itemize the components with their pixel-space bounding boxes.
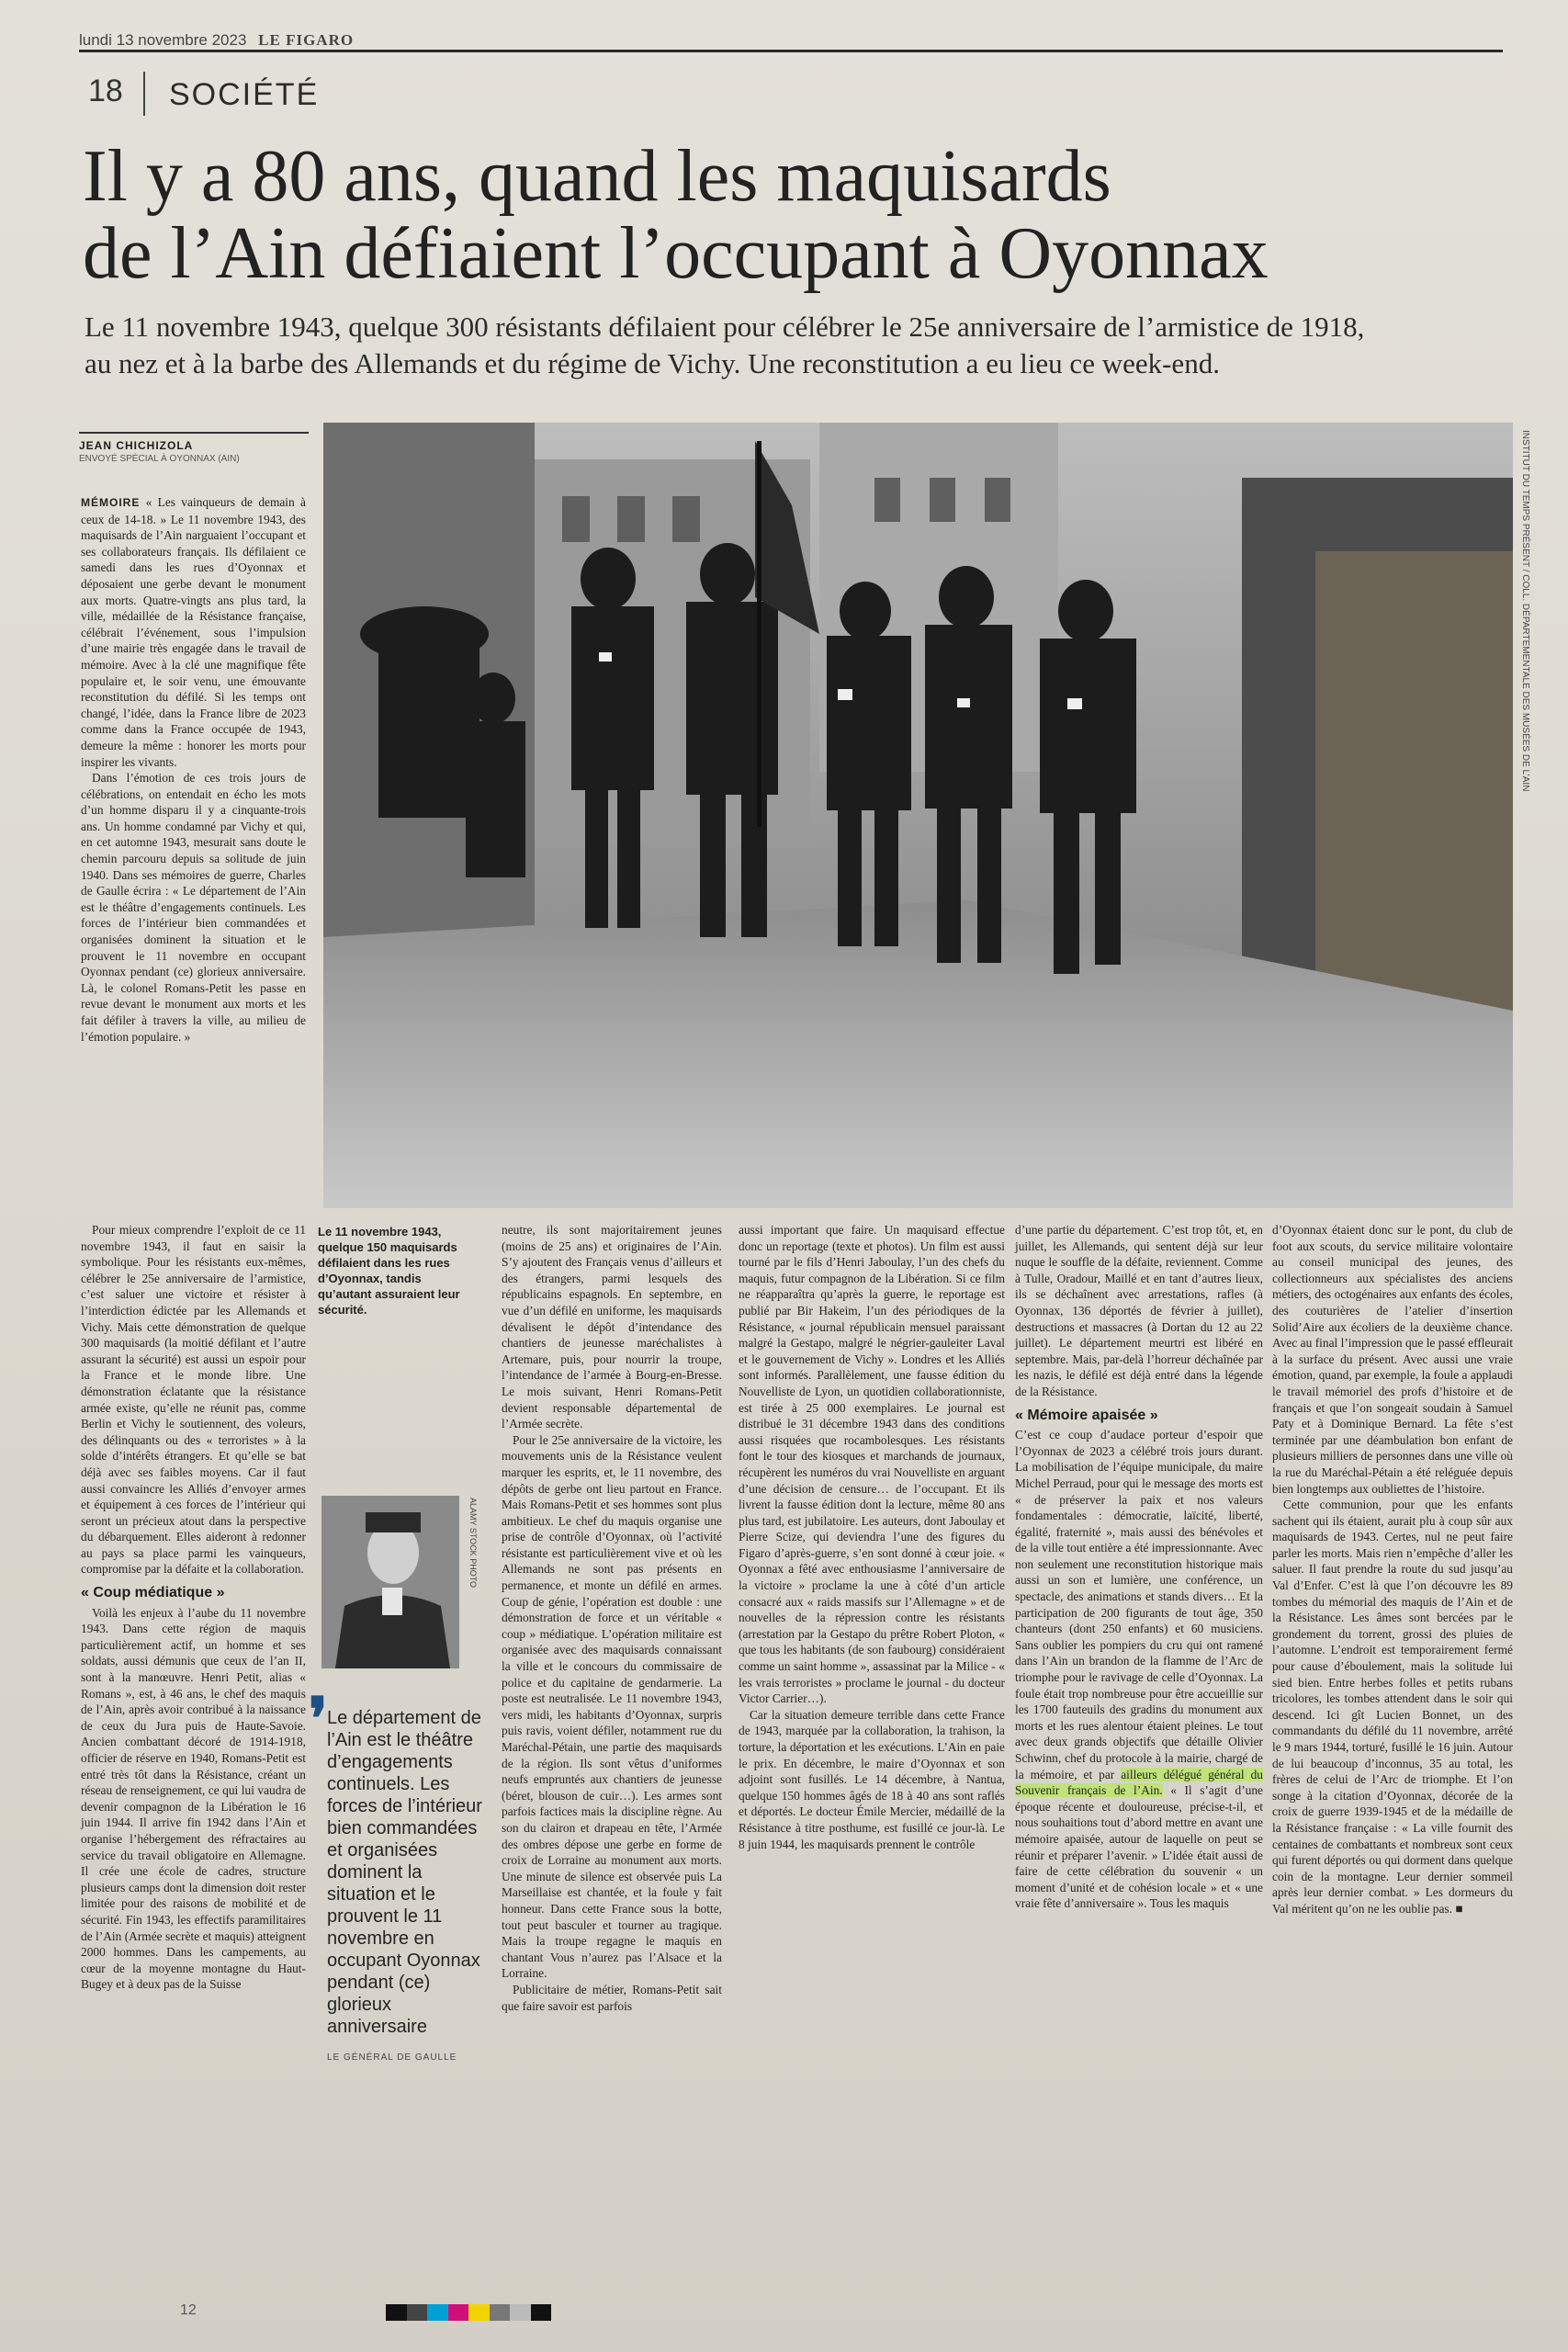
paper-name: LE FIGARO [258,31,355,49]
pull-quote-attribution: LE GÉNÉRAL DE GAULLE [327,2052,457,2063]
article-column-5 [1272,1222,1513,1917]
top-rule [79,50,1503,52]
page-number: 18 [88,74,123,108]
section-divider [143,72,145,116]
article-column-1-continued [81,1222,306,1993]
article-column-4 [1015,1222,1263,1912]
article-column-3 [739,1222,1005,1852]
highlighted-text: ailleurs délégué général du Souvenir français de l’Ain. [1015,1767,1263,1798]
folio: 12 [180,2302,197,2318]
standfirst-line-2: au nez et à la barbe des Allemands et du régime de Vichy. Une reconstitution a eu lieu ce week-end. [85,347,1220,379]
main-photo [323,423,1513,1208]
article-column-1 [81,494,306,1045]
article-column-2 [502,1222,722,2014]
paragraph: d’Oyonnax étaient donc sur le pont, du club de foot aux scouts, du service militaire volontaire au conseil municipal des jeunes, des collectionneurs aux spécialistes des anciens métiers, des octogénaires aux enfants des écoles, des couturières de l’atelier d’insertion Solid’Aire aux écoliers de la deuxième chance. Avec au final l’impression que le passé effleurait à la surface du présent. Avec aussi une vraie émotion, quand, par exemple, la foule a applaudi le travail mémoriel des profs d’histoire et de français et que l’on songeait soudain à Samuel Paty et à Dominique Bernard. La fête s’est terminée par une déambulation bon enfant de plusieurs milliers de personnes dans une ville où la rue du Maréchal-Pétain a été reléguée depuis bien longtemps aux oubliettes de l’histoire. [1272,1223,1513,1496]
paragraph-text: « Il s’agit d’une époque récente et douloureuse, précise-t-il, et nous souhaitions tout d’abord mettre en avant une mémoire apaisée, autour de laquelle on peut se réunir et préparer l’avenir. » L’idée était aussi de faire de cette célébration du souvenir « un moment d’unité et de cohésion locale » et « une vraie fête d’anniversaire ». Tous les maquis [1015,1783,1263,1911]
section-label: SOCIÉTÉ [169,77,320,112]
masthead [79,31,354,50]
paragraph: Pour le 25e anniversaire de la victoire, les mouvements unis de la Résistance veulent marquer les esprits, et, le 11 novembre, des dépôts de gerbe ont lieu partout en France. Mais Romans-Petit et ses hommes sont plus ambitieux. Le chef du maquis organise une prise de contrôle d’Oyonnax, où l’activité résistante est particulièrement vive et où les Allemands ne sont pas présents en permanence, et monte un défilé en armes. Coup de génie, l’opération est double : une démonstration de force et un véritable « coup » médiatique. L’opération militaire est organisée avec des maquisards connaissant la ville et le concours du commissaire de police et du capitaine de gendarmerie. La poste est neutralisée. Le 11 novembre 1943, vers midi, les habitants d’Oyonnax, surpris puis ravis, voient défiler, notamment rue du Maréchal-Pétain, une partie des maquisards de la région. Ils sont vêtus d’uniformes neufs empruntés aux chantiers de jeunesse (béret, blouson de cuir…). Les armes sont parfois factices mais la discipline règne. Au son du clairon et drapeau en tête, l’Armée des ombres dépose une gerbe en forme de croix de Lorraine au monument aux morts. Une minute de silence est observée puis La Marseillaise est chantée, et la foule y fait honneur. Dans cette France sous la botte, tout peut basculer et tourner au tragique. Mais la troupe regagne le maquis en chantant Vous n’aurez pas l’Alsace et la Lorraine. [502,1432,722,1981]
byline [79,432,309,464]
photo-caption: Le 11 novembre 1943, quelque 150 maquisards défilaient dans les rues d’Oyonnax, tandis qu’autant assuraient leur sécurité. [318,1225,460,1317]
standfirst-line-1: Le 11 novembre 1943, quelque 300 résistants défilaient pour célébrer le 25e anniversaire de l’armistice de 1918, [85,311,1365,343]
paragraph-text: « Les vainqueurs de demain à ceux de 14-18. » Le 11 novembre 1943, des maquisards de l’Ain narguaient l’occupant et ses collaborateurs français. Ils défilaient ce samedi dans les rues d’Oyonnax et déposaient une gerbe devant le monument aux morts. Quatre-vingts ans plus tard, la ville, médaillée de la Résistance française, célébrait l’événement, sous l’impulsion d’une mairie très engagée dans le travail de mémoire. Avec à la clé une magnifique fête populaire et, le soir venu, une émouvante reconstitution du défilé. Si les temps ont changé, l’idée, dans la France libre de 2023 comme dans la France occupée de 1943, demeure la même : honorer les morts pour inspirer les vivants. [81,495,306,769]
paragraph: aussi important que faire. Un maquisard effectue donc un reportage (texte et photos). Un film est aussi tourné par le fils d’Henri Jaboulay, l’un des chefs du maquis, futur compagnon de la Libération. Si ce film ne réapparaîtra qu’après la guerre, le reportage est publié par Bir Hakeim, l’un des périodiques de la Résistance, « journal républicain mensuel paraissant malgré la Gestapo, malgré le négrier-gauleiter Laval et le gouvernement de Vichy ». Londres et les Alliés sont informés. Parallèlement, une fausse édition du Nouvelliste de Lyon, un quotidien collaborationniste, est tirée à 25 000 exemplaires. Le journal est distribué le 31 décembre 1943 dans des conditions aussi risquées que rocambolesques. Les résistants font le tour des kiosques et marchands de journaux, récupèrent les numéros du vrai Nouvelliste en arguant d’une décision de censure… de l’occupant. Et ils livrent la fausse édition dont la lecture, même 80 ans plus tard, est jubilatoire. Les auteurs, dont Jaboulay et Pierre Scize, qui deviendra l’une des figures du Figaro d’après-guerre, s’en sont donné à cœur joie. « Oyonnax a fêté avec enthousiasme l’anniversaire de la victoire » proclame la une à côté d’un article consacré aux « raids massifs sur l’Allemagne » et de nouvelles de la répression contre les résistants (arrestation par la Gestapo du prêtre Robert Ploton, « que tous les habitants (de son faubourg) considéraient comme un saint homme », assassinat par la Milice - « les vrais terroristes » proclame le journal - du docteur Victor Carrier…). [739,1223,1005,1706]
paragraph: Pour mieux comprendre l’exploit de ce 11 novembre 1943, il faut en saisir la symbolique. Pour les résistants eux-mêmes, célébrer le 25e anniversaire de l’armistice, c’est saluer une victoire et résister à l’interdiction édictée par les Allemands et Vichy. Mais cette démonstration de quelque 300 maquisards (la moitié défilant et l’autre assurant la sécurité) est aussi un espoir pour la France et le monde libre. Une démonstration éclatante que la résistance armée existe, qu’elle ne réunit pas, comme Berlin et Vichy le soutiennent, des voleurs, des délinquants ou des « terroristes » à la solde d’intérêts étrangers. Et qu’elle se bat déjà avec ses faibles moyens. Car il faut aussi convaincre les Alliés d’envoyer armes et équipement à ces forces de l’intérieur qui seront un précieux atout dans la perspective du débarquement. Elles aideront à redonner au pays sa place parmi les vainqueurs, compromise par la défaite et la collaboration. [81,1223,306,1577]
subheading: « Mémoire apaisée » [1015,1407,1158,1423]
print-color-bar [386,2304,551,2321]
paragraph: d’une partie du département. C’est trop tôt, et, en juillet, les Allemands, qui sentent déjà sur leur nuque le souffle de la défaite, reviennent. Comme à Tulle, Oradour, Maillé et en tant d’autres lieux, ils se déchaînent avec arrestations, rafles (à Oyonnax, 136 déportés de février à juillet), destructions et massacres (à Dortan du 12 au 22 juillet). Le département meurtri est libéré en septembre. Mais, par-delà l’horreur déchaînée par les nazis, le défilé est déjà entré dans la légende de la Résistance. [1015,1223,1263,1398]
paragraph: Car la situation demeure terrible dans cette France de 1943, marquée par la collaboration, la trahison, la torture, la déportation et les exécutions. L’Ain en paie le prix. En décembre, le maire d’Oyonnax et son adjoint sont fusillés. Le 14 décembre, à Nantua, quelque 150 hommes âgés de 18 à 40 ans sont raflés et déportés. Le docteur Émile Mercier, médaillé de la Résistance à titre posthume, est fusillé ce jour-là. Le 8 juin 1944, les maquisards prennent le contrôle [739,1707,1005,1851]
author-name: JEAN CHICHIZOLA [79,439,194,452]
de-gaulle-portrait [321,1496,459,1668]
headline [83,138,1516,292]
portrait-credit: ALAMY STOCK PHOTO [468,1498,478,1589]
standfirst [85,309,1499,382]
headline-line-2: de l’Ain défiaient l’occupant à Oyonnax [83,213,1269,294]
photo-credit: INSTITUT DU TEMPS PRÉSENT / COLL. DÉPARTEMENTALE DES MUSÉES DE L’AIN [1520,430,1530,792]
paragraph: Dans l’émotion de ces trois jours de célébrations, on entendait en écho les mots d’un homme disparu il y a cinquante-trois ans. Un homme condamné par Vichy et qui, en cet automne 1943, mesurait sans doute le chemin parcouru depuis sa solitude de juin 1940. Dans ses mémoires de guerre, Charles de Gaulle écrira : « Le département de l’Ain est le théâtre d’engagements continuels. Les forces de l’intérieur bien commandées et organisées dominent la situation et le prouvent le 11 novembre en occupant Oyonnax pendant (ce) glorieux anniversaire. Là, le colonel Romans-Petit les passe en revue devant le monument aux morts et les fait défiler à travers la ville, au milieu de l’émotion populaire. » [81,771,306,1044]
issue-date: lundi 13 novembre 2023 [79,31,247,49]
lead-word: MÉMOIRE [81,496,141,509]
subheading: « Coup médiatique » [81,1585,225,1601]
paragraph: Voilà les enjeux à l’aube du 11 novembre 1943. Dans cette région de maquis particulièrement actif, un homme et ses soldats, aussi démunis que ceux de l’an II, sont à la manœuvre. Henri Petit, alias « Romans », est, à 46 ans, le chef des maquis de l’Ain, après avoir contribué à la naissance de ceux du Jura puis de Haute-Savoie. Ancien combattant décoré de 1914-1918, officier de réserve en 1940, Romans-Petit est entré très tôt dans la Résistance, créant un réseau de renseignement, ce qui lui vaudra de devenir compagnon de la Libération le 16 juin 1944. Il arrive fin 1942 dans l’Ain et organise l’hébergement des réfractaires au service du travail obligatoire en Allemagne. Il crée une école de cadres, structure plusieurs camps dont la dimension doit rester limitée pour des raisons de mobilité et de sécurité. Fin 1943, les effectifs paramilitaires de l’Ain (Armée secrète et maquis) atteignent 2000 hommes. Dans les campements, au cœur de la moyenne montagne du Haut-Bugey et à deux pas de la Suisse [81,1605,306,1992]
paragraph [81,494,306,770]
paragraph: Cette communion, pour que les enfants sachent qui ils étaient, aurait plu à coup sûr aux maquisards de 1943. Certes, nul ne peut faire parler les morts. Mais rien n’empêche d’aller les saluer. Il faut prendre la route du sud jusqu’au Val d’Enfer. C’est là que l’on découvre les 89 tombes du mémorial des maquis de l’Ain et de la Résistance. Les âmes sont bercées par le grondement du torrent, grossi des pluies de l’automne. L’endroit est temporairement fermé pour cause d’éboulement, mais la solitude lui sied bien. Entre herbes folles et petits rubans tricolores, les tombes attendent dans le soir qui descend. Ici gît Lucien Bonnet, un des commandants du défilé du 11 novembre, arrêté le 9 mars 1944, torturé, fusillé le 16 juin. Autour de lui beaucoup d’inconnus, 35 au total, les frères de celui de l’Arc de triomphe. Et l’on songe à la citation d’Oyonnax, décorée de la croix de guerre 1939-1945 et de la médaille de la Résistance française : « La ville fournit des centaines de combattants et nombreux sont ceux qui furent déportés ou qui dorment dans quelque coin de la montagne. Leur dernier sommeil après leur dernier combat. » Les dormeurs du Val méritent qu’on ne les oublie pas. ■ [1272,1498,1513,1916]
pull-quote [327,1707,483,2069]
headline-line-1: Il y a 80 ans, quand les maquisards [83,136,1111,217]
quote-mark-icon: ❜ [309,1687,328,1752]
paragraph: neutre, ils sont majoritairement jeunes (moins de 25 ans) et originaires de l’Ain. S’y ajoutent des Français venus d’ailleurs et des étrangers, parmi lesquels des républicains espagnols. En septembre, en vue d’un défilé en uniforme, les maquisards dévalisent le dépôt d’intendance des chantiers de jeunesse maréchalistes à Artemare, puis, pour nourrir la troupe, l’intendance de l’armée à Bourg-en-Bresse. Le mois suivant, Henri Romans-Petit devient responsable départemental de l’Armée secrète. [502,1223,722,1431]
paragraph [1015,1427,1263,1912]
paragraph: Publicitaire de métier, Romans-Petit sait que faire savoir est parfois [502,1982,722,2013]
pull-quote-text: Le département de l’Ain est le théâtre d’engagements continuels. Les forces de l’intérieur bien commandées et organisées dominent la situation et le prouvent le 11 novembre en occupant Oyonnax pendant (ce) glorieux anniversaire [327,1708,482,2037]
author-role: ENVOYÉ SPÉCIAL À OYONNAX (AIN) [79,454,240,464]
paragraph-text: C’est ce coup d’audace porteur d’espoir que l’Oyonnax de 2023 a célébré trois jours durant. La mobilisation de l’équipe municipale, du maire Michel Perraud, pour qui le message des morts est « de préserver la paix et nos valeurs fondamentales : démocratie, laïcité, liberté, égalité, fraternité », mais aussi des bénévoles et de la ville tout entière a été impressionnante. Avec non seulement une reconstitution historique mais aussi un son et lumière, une conférence, un spectacle, des animations et stands divers… Et la participation de 200 figurants de tout âge, 350 chanteurs (dont 250 enfants) et 60 musiciens. Sans oublier les pompiers du cru qui ont ramené dans l’Ain un brandon de la flamme de l’Arc de triomphe pour le ravivage de celle d’Oyonnax. La foule était trop nombreuse pour être accueillie sur les 1700 fauteuils des gradins du monument aux morts et les rues alentour étaient pleines. Le tout avec deux grands objectifs que détaille Olivier Schwinn, chef du protocole à la mairie, chargé de la mémoire, et par [1015,1428,1263,1781]
